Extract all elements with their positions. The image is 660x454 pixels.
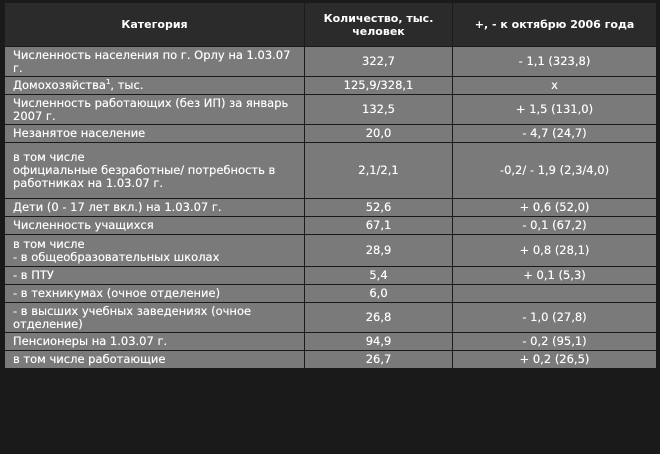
row-change: - 0,1 (67,2) — [453, 217, 657, 235]
row-category: Пенсионеры на 1.03.07 г. — [5, 333, 305, 351]
header-change: +, - к октябрю 2006 года — [453, 3, 657, 47]
row-quantity: 52,6 — [305, 199, 453, 217]
row-change: + 0,8 (28,1) — [453, 235, 657, 267]
row-change — [453, 285, 657, 303]
row-category: - в техникумах (очное отделение) — [5, 285, 305, 303]
table-row — [5, 303, 657, 333]
row-quantity: 28,9 — [305, 235, 453, 267]
row-quantity: 20,0 — [305, 125, 453, 143]
row-quantity: 94,9 — [305, 333, 453, 351]
row-change: + 0,2 (26,5) — [453, 351, 657, 369]
row-change: - 4,7 (24,7) — [453, 125, 657, 143]
row-category-text: Домохозяйства — [13, 78, 106, 92]
row-category: Численность учащихся — [5, 217, 305, 235]
table-row — [5, 217, 657, 235]
row-category: Численность работающих (без ИП) за январь 2007 г. — [5, 95, 305, 125]
table-row — [5, 235, 657, 267]
row-category: в том числе официальные безработные/ потребность в работниках на 1.03.07 г. — [5, 143, 305, 199]
row-change: + 0,1 (5,3) — [453, 267, 657, 285]
row-quantity: 26,8 — [305, 303, 453, 333]
header-quantity: Количество, тыс. человек — [305, 3, 453, 47]
table-row — [5, 267, 657, 285]
row-change: - 0,2 (95,1) — [453, 333, 657, 351]
table-row — [5, 95, 657, 125]
row-change: + 1,5 (131,0) — [453, 95, 657, 125]
row-category: - в высших учебных заведениях (очное отделение) — [5, 303, 305, 333]
row-change: + 0,6 (52,0) — [453, 199, 657, 217]
row-category: Незанятое население — [5, 125, 305, 143]
row-quantity: 2,1/2,1 — [305, 143, 453, 199]
footnote-marker: 1 — [105, 78, 111, 87]
row-change: - 1,1 (323,8) — [453, 47, 657, 77]
table-row — [5, 285, 657, 303]
table-row — [5, 143, 657, 199]
row-quantity: 67,1 — [305, 217, 453, 235]
statistics-table — [4, 2, 657, 369]
row-category: Дети (0 - 17 лет вкл.) на 1.03.07 г. — [5, 199, 305, 217]
row-quantity: 5,4 — [305, 267, 453, 285]
row-category-suffix: , тыс. — [110, 78, 144, 92]
row-category — [5, 77, 305, 95]
table-row — [5, 125, 657, 143]
row-quantity: 132,5 — [305, 95, 453, 125]
row-category: Численность населения по г. Орлу на 1.03.07 г. — [5, 47, 305, 77]
row-quantity: 6,0 — [305, 285, 453, 303]
row-quantity: 322,7 — [305, 47, 453, 77]
table-row — [5, 199, 657, 217]
row-change: -0,2/ - 1,9 (2,3/4,0) — [453, 143, 657, 199]
header-row — [5, 3, 657, 47]
table-row — [5, 333, 657, 351]
row-change: х — [453, 77, 657, 95]
row-change: - 1,0 (27,8) — [453, 303, 657, 333]
table-row — [5, 47, 657, 77]
row-category: в том числе работающие — [5, 351, 305, 369]
table-row — [5, 351, 657, 369]
table-row — [5, 77, 657, 95]
row-category: в том числе - в общеобразовательных школах — [5, 235, 305, 267]
row-category: - в ПТУ — [5, 267, 305, 285]
row-quantity: 125,9/328,1 — [305, 77, 453, 95]
header-category: Категория — [5, 3, 305, 47]
row-quantity: 26,7 — [305, 351, 453, 369]
